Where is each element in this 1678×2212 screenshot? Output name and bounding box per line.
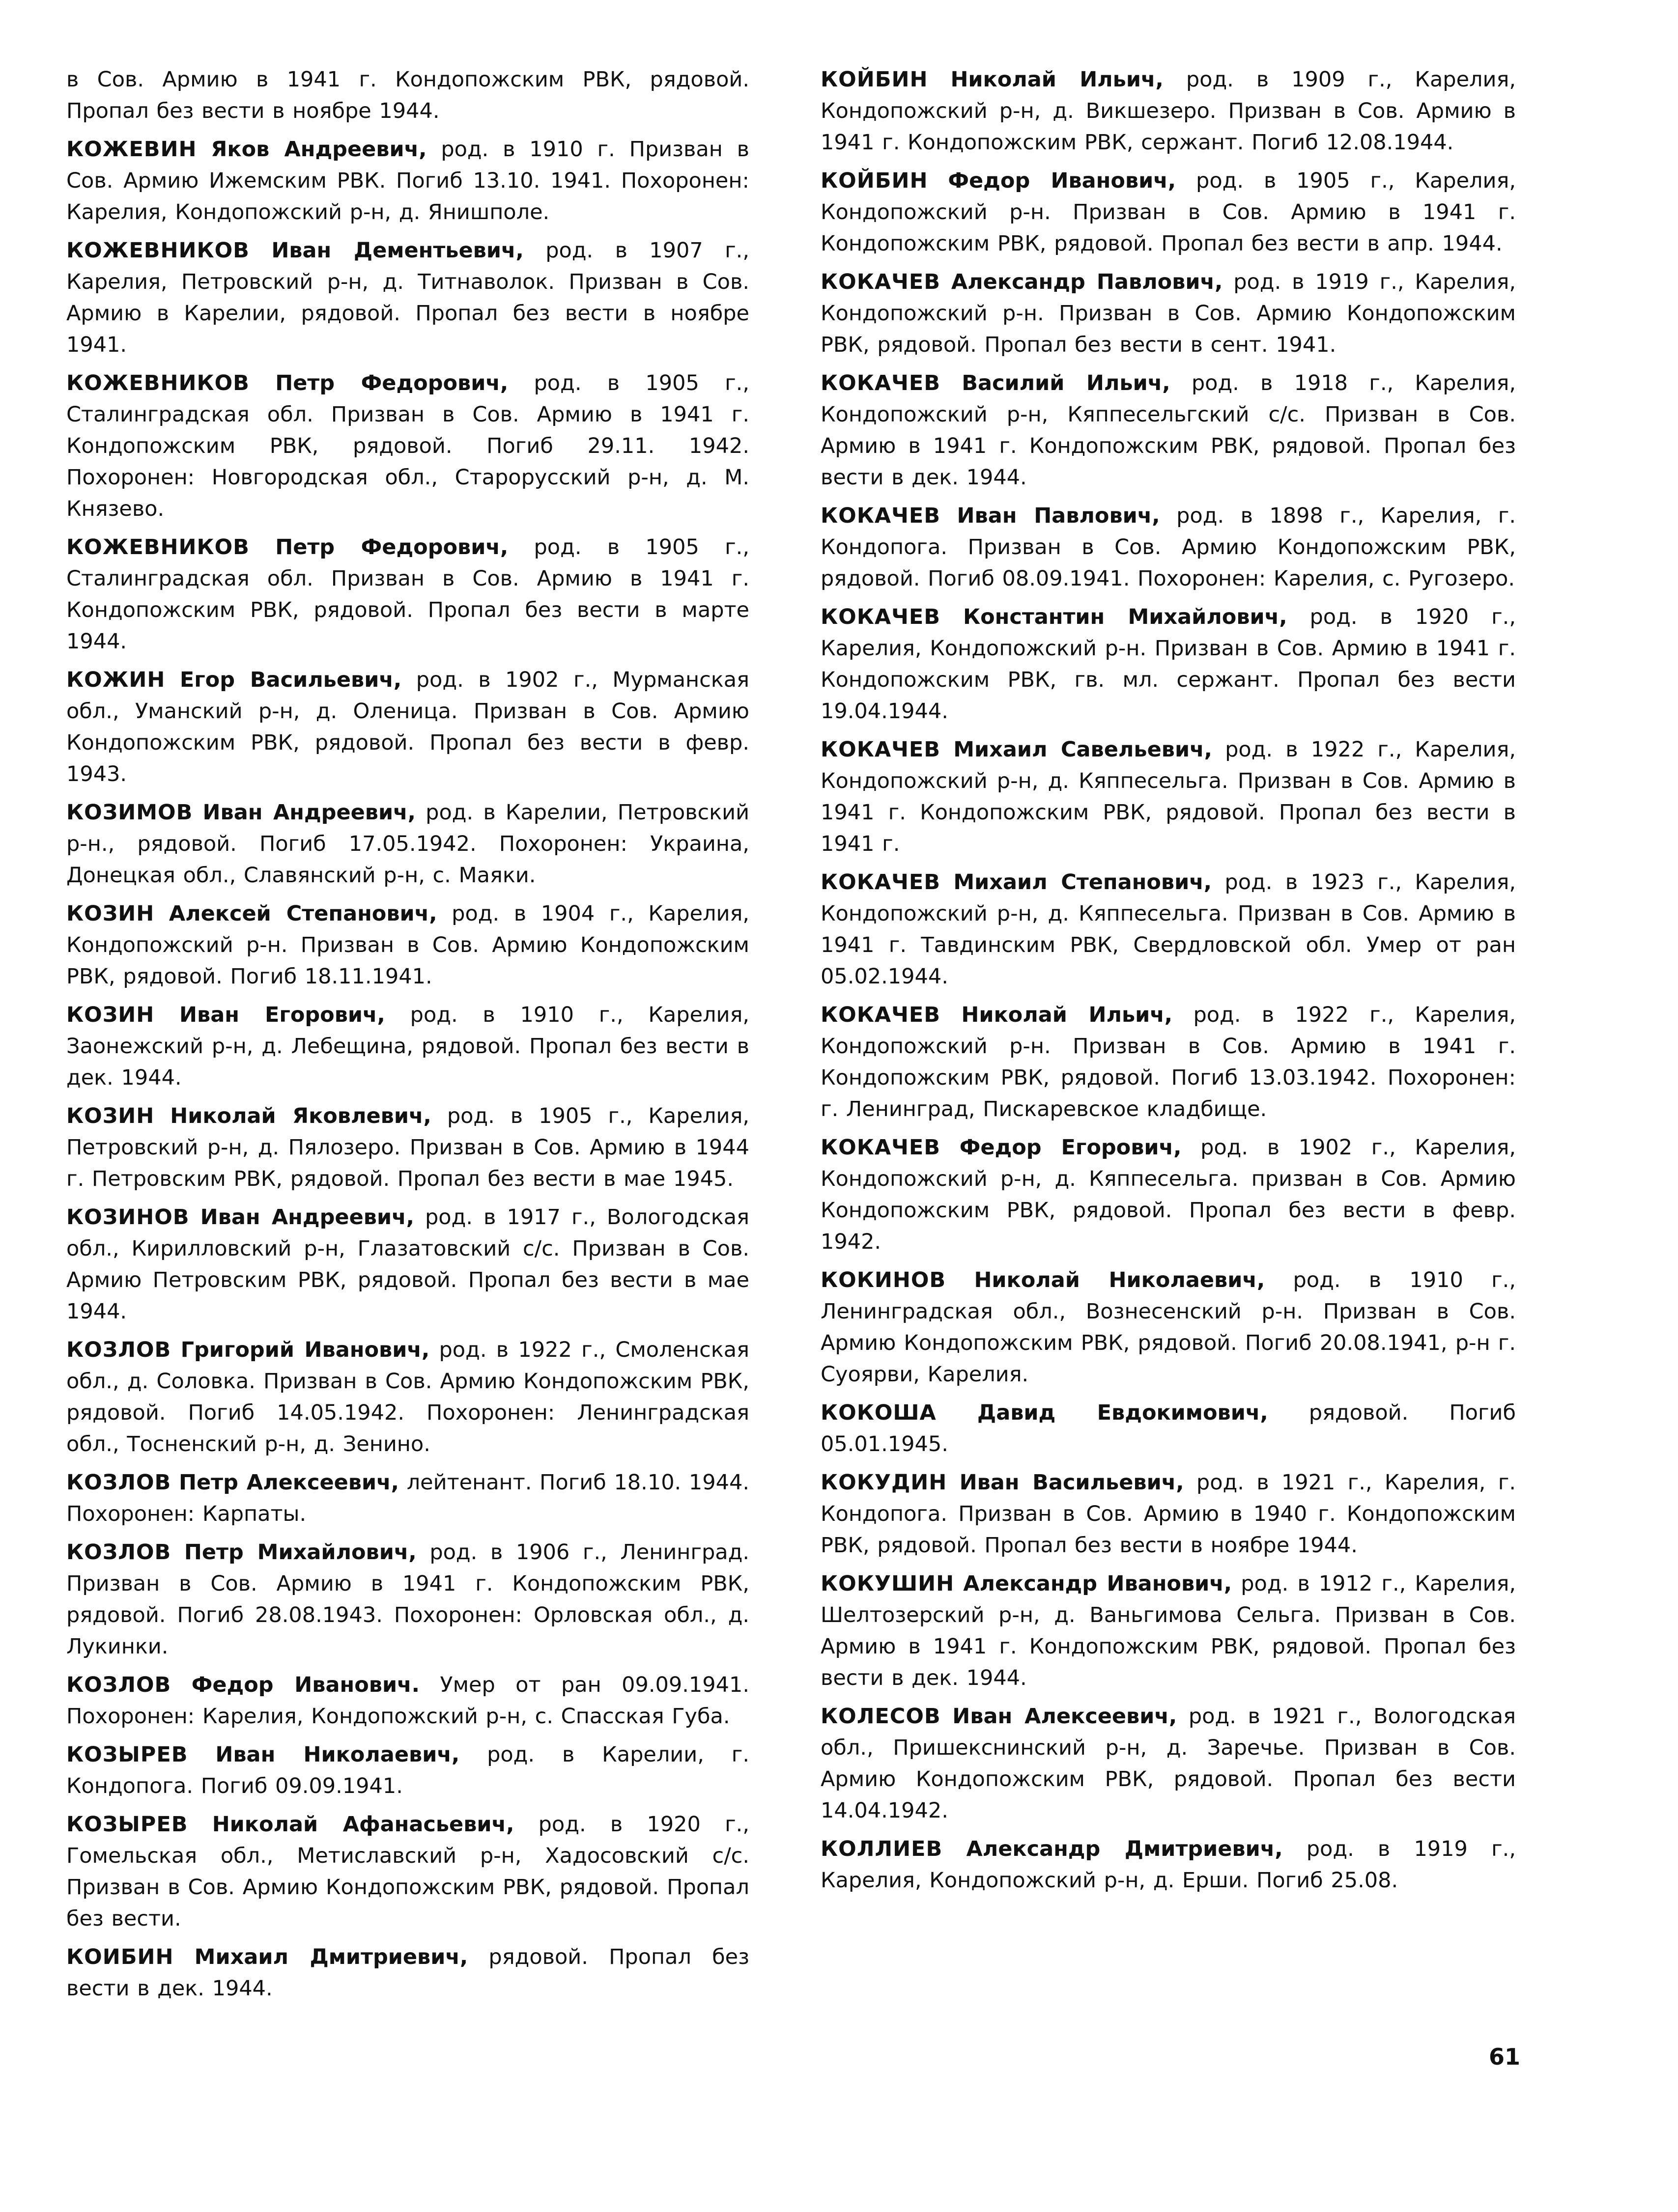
entry-surname: КОЗИН <box>66 1003 155 1027</box>
entry-details: род. в Карелии, Петровский р-н., рядовой. Погиб 17.05.1942. Похоронен: Украина, Донецкая обл., Славянский р-н, с. Маяки. <box>66 800 750 888</box>
entry-surname: КОЖЕВИН <box>66 137 197 162</box>
entry-given-names: Василий Ильич, <box>962 371 1170 395</box>
entry-given-names: Григорий Иванович, <box>180 1338 430 1362</box>
memorial-entry <box>66 1202 749 1327</box>
entry-surname: КОЗИН <box>66 1104 155 1128</box>
entry-given-names: Петр Алексеевич, <box>179 1470 399 1495</box>
memorial-entry <box>66 898 749 992</box>
entry-given-names: Федор Егорович, <box>959 1135 1182 1160</box>
entry-surname: КОКАЧЕВ <box>821 605 941 629</box>
entry-details: в Сов. Армию в 1941 г. Кондопожским РВК, рядовой. Пропал без вести в ноябре 1944. <box>66 67 749 123</box>
entry-given-names: Иван Николаевич, <box>215 1742 460 1767</box>
entry-details: род. в 1909 г., Карелия, Кондопожский р-н, д. Викшезеро. Призван в Сов. Армию в 1941 г. Кондопожским РВК, сержант. Погиб 12.08.1944. <box>821 67 1516 155</box>
memorial-entry <box>66 1739 749 1802</box>
entry-details: род. в 1918 г., Карелия, Кондопожский р-н, Кяппесельгский с/с. Призван в Сов. Армию в 1941 г. Кондопожским РВК, рядовой. Пропал без вести в дек. 1944. <box>821 371 1516 490</box>
entry-surname: КОЖЕВНИКОВ <box>66 535 250 560</box>
entry-details: род. в 1907 г., Карелия, Петровский р-н, д. Титнаволок. Призван в Сов. Армию в Карелии, рядовой. Пропал без вести в ноябре 1941. <box>66 238 749 357</box>
entry-given-names: Иван Егорович, <box>179 1003 385 1027</box>
entry-surname: КОКАЧЕВ <box>821 504 941 528</box>
entry-given-names: Николай Ильич, <box>950 67 1164 92</box>
memorial-entry <box>821 601 1516 727</box>
entry-given-names: Иван Андреевич, <box>200 1205 414 1230</box>
memorial-entry <box>821 266 1516 361</box>
entry-given-names: Иван Алексеевич, <box>952 1704 1177 1729</box>
entry-details: род. в 1921 г., Карелия, г. Кондопога. Призван в Сов. Армию в 1940 г. Кондопожским РВК, рядовой. Пропал без вести в ноябре 1944. <box>821 1470 1516 1558</box>
entry-surname: КОЖЕВНИКОВ <box>66 371 250 395</box>
entry-surname: КОЖЕВНИКОВ <box>66 238 250 263</box>
entry-surname: КОКИНОВ <box>821 1268 946 1292</box>
right-column <box>821 64 1516 1903</box>
entry-details: род. в 1910 г. Призван в Сов. Армию Ижемским РВК. Погиб 13.10. 1941. Похоронен: Карелия, Кондопожский р-н, д. Янишполе. <box>66 137 750 224</box>
entry-details: род. в 1902 г., Карелия, Кондопожский р-н, д. Кяппесельга. призван в Сов. Армию Кондопожским РВК, рядовой. Пропал без вести в февр. 1942. <box>821 1135 1516 1254</box>
entry-given-names: Михаил Дмитриевич, <box>194 1945 468 1969</box>
memorial-entry <box>66 1669 749 1732</box>
entry-details: род. в 1919 г., Карелия, Кондопожский р-н, д. Ерши. Погиб 25.08. <box>821 1837 1516 1893</box>
memorial-entry <box>66 1941 749 2004</box>
entry-surname: КОКАЧЕВ <box>821 870 941 895</box>
entry-details: род. в 1923 г., Карелия, Кондопожский р-н, д. Кяппесельга. Призван в Сов. Армию в 1941 г. Тавдинским РВК, Свердловской обл. Умер от ран 05.02.1944. <box>821 870 1516 989</box>
entry-surname: КОЙБИН <box>821 168 928 193</box>
memorial-entry <box>66 134 749 228</box>
entry-surname: КОЗЛОВ <box>66 1470 171 1495</box>
entry-details: род. в 1922 г., Карелия, Кондопожский р-н, д. Кяппесельга. Призван в Сов. Армию в 1941 г. Кондопожским РВК, рядовой. Пропал без вести в 1941 г. <box>821 737 1516 856</box>
memorial-entry <box>821 1264 1516 1390</box>
entry-surname: КОЗЛОВ <box>66 1540 171 1565</box>
entry-surname: КОЗЫРЕВ <box>66 1812 188 1837</box>
entry-details: род. в Карелии, г. Кондопога. Погиб 09.09.1941. <box>66 1742 750 1798</box>
entry-given-names: Алексей Степанович, <box>169 901 437 926</box>
entry-given-names: Михаил Савельевич, <box>953 737 1212 762</box>
entry-surname: КОКАЧЕВ <box>821 737 941 762</box>
page-number: 61 <box>1489 2044 1521 2070</box>
entry-details: род. в 1902 г., Мурманская обл., Уманский р-н, д. Оленица. Призван в Сов. Армию Кондопожским РВК, рядовой. Пропал без вести в февр. 1943. <box>66 668 749 786</box>
entry-given-names: Николай Ильич, <box>961 1003 1173 1027</box>
entry-details: род. в 1905 г., Карелия, Петровский р-н, д. Пялозеро. Призван в Сов. Армию в 1944 г. Петровским РВК, рядовой. Пропал без вести в мае 1945. <box>66 1104 749 1191</box>
entry-details: лейтенант. Погиб 18.10. 1944. Похоронен: Карпаты. <box>66 1470 750 1526</box>
entry-details: род. в 1910 г., Карелия, Заонежский р-н, д. Лебещина, рядовой. Пропал без вести в дек. 1944. <box>66 1003 749 1090</box>
entry-given-names: Александр Дмитриевич, <box>966 1837 1283 1861</box>
entry-details: род. в 1905 г., Карелия, Кондопожский р-н. Призван в Сов. Армию в 1941 г. Кондопожским РВК, рядовой. Пропал без вести в апр. 1944. <box>821 168 1516 256</box>
entry-given-names: Иван Андреевич, <box>202 800 416 825</box>
entry-surname: КОЛЕСОВ <box>821 1704 941 1729</box>
memorial-entry <box>66 532 749 657</box>
memorial-entry <box>821 1397 1516 1460</box>
entry-given-names: Федор Иванович. <box>191 1673 420 1697</box>
entry-surname: КОКАЧЕВ <box>821 270 941 294</box>
entry-details: рядовой. Пропал без вести в дек. 1944. <box>66 1945 750 2001</box>
memorial-entry <box>66 1100 749 1195</box>
entry-given-names: Иван Васильевич, <box>959 1470 1184 1495</box>
memorial-entry <box>66 64 749 127</box>
memorial-entry <box>821 165 1516 259</box>
entry-details: род. в 1919 г., Карелия, Кондопожский р-н. Призван в Сов. Армию Кондопожским РВК, рядовой. Пропал без вести в сент. 1941. <box>821 270 1516 357</box>
memorial-entry <box>66 999 749 1093</box>
entry-surname: КОЛЛИЕВ <box>821 1837 943 1861</box>
memorial-entry <box>821 1833 1516 1896</box>
entry-details: род. в 1922 г., Смоленская обл., д. Соловка. Призван в Сов. Армию Кондопожским РВК, рядовой. Погиб 14.05.1942. Похоронен: Ленинградская обл., Тосненский р-н, д. Зенино. <box>66 1338 749 1456</box>
entry-given-names: Александр Павлович, <box>951 270 1223 294</box>
entry-given-names: Михаил Степанович, <box>953 870 1212 895</box>
entry-given-names: Николай Николаевич, <box>974 1268 1265 1292</box>
entry-given-names: Александр Иванович, <box>963 1571 1232 1596</box>
memorial-entry <box>66 1334 749 1460</box>
memorial-entry <box>821 999 1516 1125</box>
entry-given-names: Егор Васильевич, <box>179 668 402 692</box>
memorial-entry <box>66 367 749 525</box>
memorial-entry <box>821 500 1516 594</box>
entry-surname: КОЗЫРЕВ <box>66 1742 188 1767</box>
memorial-entry <box>821 64 1516 158</box>
memorial-entry <box>821 1701 1516 1826</box>
entry-surname: КОЗЛОВ <box>66 1673 171 1697</box>
entry-surname: КОКАЧЕВ <box>821 1003 941 1027</box>
memorial-entry <box>821 1132 1516 1258</box>
entry-surname: КОЗИМОВ <box>66 800 193 825</box>
memorial-entry <box>66 1809 749 1934</box>
entry-given-names: Яков Андреевич, <box>211 137 427 162</box>
memorial-entry <box>821 1568 1516 1694</box>
entry-details: род. в 1906 г., Ленинград. Призван в Сов. Армию в 1941 г. Кондопожским РВК, рядовой. Погиб 28.08.1943. Похоронен: Орловская обл., д. Лукинки. <box>66 1540 750 1659</box>
entry-details: Умер от ран 09.09.1941. Похоронен: Карелия, Кондопожский р-н, с. Спасская Губа. <box>66 1673 749 1729</box>
memorial-entry <box>821 367 1516 493</box>
entry-given-names: Иван Дементьевич, <box>271 238 524 263</box>
left-column <box>66 64 749 2011</box>
entry-details: род. в 1917 г., Вологодская обл., Кирилловский р-н, Глазатовский с/с. Призван в Сов. Армию Петровским РВК, рядовой. Пропал без вести в мае 1944. <box>66 1205 749 1324</box>
entry-given-names: Иван Павлович, <box>957 504 1160 528</box>
entry-surname: КОКУШИН <box>821 1571 955 1596</box>
entry-details: род. в 1910 г., Ленинградская обл., Вознесенский р-н. Призван в Сов. Армию Кондопожским РВК, рядовой. Погиб 20.08.1941, р-н г. Суоярви, Карелия. <box>821 1268 1516 1387</box>
entry-given-names: Федор Иванович, <box>948 168 1176 193</box>
entry-details: род. в 1905 г., Сталинградская обл. Призван в Сов. Армию в 1941 г. Кондопожским РВК, рядовой. Погиб 29.11. 1942. Похоронен: Новгородская обл., Старорусский р-н, д. М. Князево. <box>66 371 749 521</box>
entry-surname: КОЗЛОВ <box>66 1338 171 1362</box>
entry-details: род. в 1898 г., Карелия, г. Кондопога. Призван в Сов. Армию Кондопожским РВК, рядовой. Погиб 08.09.1941. Похоронен: Карелия, с. Ругозеро. <box>821 504 1516 591</box>
entry-details: род. в 1904 г., Карелия, Кондопожский р-н. Призван в Сов. Армию Кондопожским РВК, рядовой. Погиб 18.11.1941. <box>66 901 749 989</box>
entry-details: род. в 1905 г., Сталинградская обл. Призван в Сов. Армию в 1941 г. Кондопожским РВК, рядовой. Пропал без вести в марте 1944. <box>66 535 749 654</box>
memorial-entry <box>821 734 1516 860</box>
entry-given-names: Петр Федорович, <box>275 371 509 395</box>
entry-surname: КОЗИН <box>66 901 155 926</box>
memorial-entry <box>66 664 749 790</box>
entry-details: род. в 1920 г., Гомельская обл., Метиславский р-н, Хадосовский с/с. Призван в Сов. Армию Кондопожским РВК, рядовой. Пропал без вести. <box>66 1812 749 1931</box>
memorial-entry <box>66 235 749 361</box>
entry-surname: КОКАЧЕВ <box>821 1135 941 1160</box>
memorial-entry <box>821 1467 1516 1561</box>
memorial-entry <box>66 1467 749 1530</box>
entry-details: род. в 1922 г., Карелия, Кондопожский р-н. Призван в Сов. Армию в 1941 г. Кондопожским РВК, рядовой. Погиб 13.03.1942. Похоронен: г. Ленинград, Пискаревское кладбище. <box>821 1003 1516 1121</box>
entry-given-names: Николай Яковлевич, <box>170 1104 431 1128</box>
entry-given-names: Константин Михайлович, <box>963 605 1287 629</box>
entry-details: род. в 1921 г., Вологодская обл., Пришекснинский р-н, д. Заречье. Призван в Сов. Армию Кондопожским РВК, рядовой. Пропал без вести 14.04.1942. <box>821 1704 1516 1823</box>
entry-details: род. в 1912 г., Карелия, Шелтозерский р-н, д. Ваньгимова Сельга. Призван в Сов. Армию в 1941 г. Кондопожским РВК, рядовой. Пропал без вести в дек. 1944. <box>821 1571 1516 1690</box>
entry-surname: КОКУДИН <box>821 1470 947 1495</box>
entry-details: род. в 1920 г., Карелия, Кондопожский р-н. Призван в Сов. Армию в 1941 г. Кондопожским РВК, гв. мл. сержант. Пропал без вести 19.04.1944. <box>821 605 1516 724</box>
entry-surname: КОЖИН <box>66 668 166 692</box>
entry-surname: КОКОША <box>821 1400 937 1425</box>
entry-surname: КОЗИНОВ <box>66 1205 190 1230</box>
entry-surname: КОЙБИН <box>821 67 928 92</box>
entry-details: рядовой. Погиб 05.01.1945. <box>821 1400 1516 1456</box>
entry-surname: КОКАЧЕВ <box>821 371 941 395</box>
memorial-entry <box>66 1537 749 1662</box>
entry-surname: КОИБИН <box>66 1945 174 1969</box>
entry-given-names: Петр Федорович, <box>275 535 509 560</box>
memorial-entry <box>821 867 1516 992</box>
entry-given-names: Давид Евдокимович, <box>977 1400 1268 1425</box>
entry-given-names: Николай Афанасьевич, <box>212 1812 514 1837</box>
memorial-entry <box>66 797 749 891</box>
entry-given-names: Петр Михайлович, <box>184 1540 417 1565</box>
